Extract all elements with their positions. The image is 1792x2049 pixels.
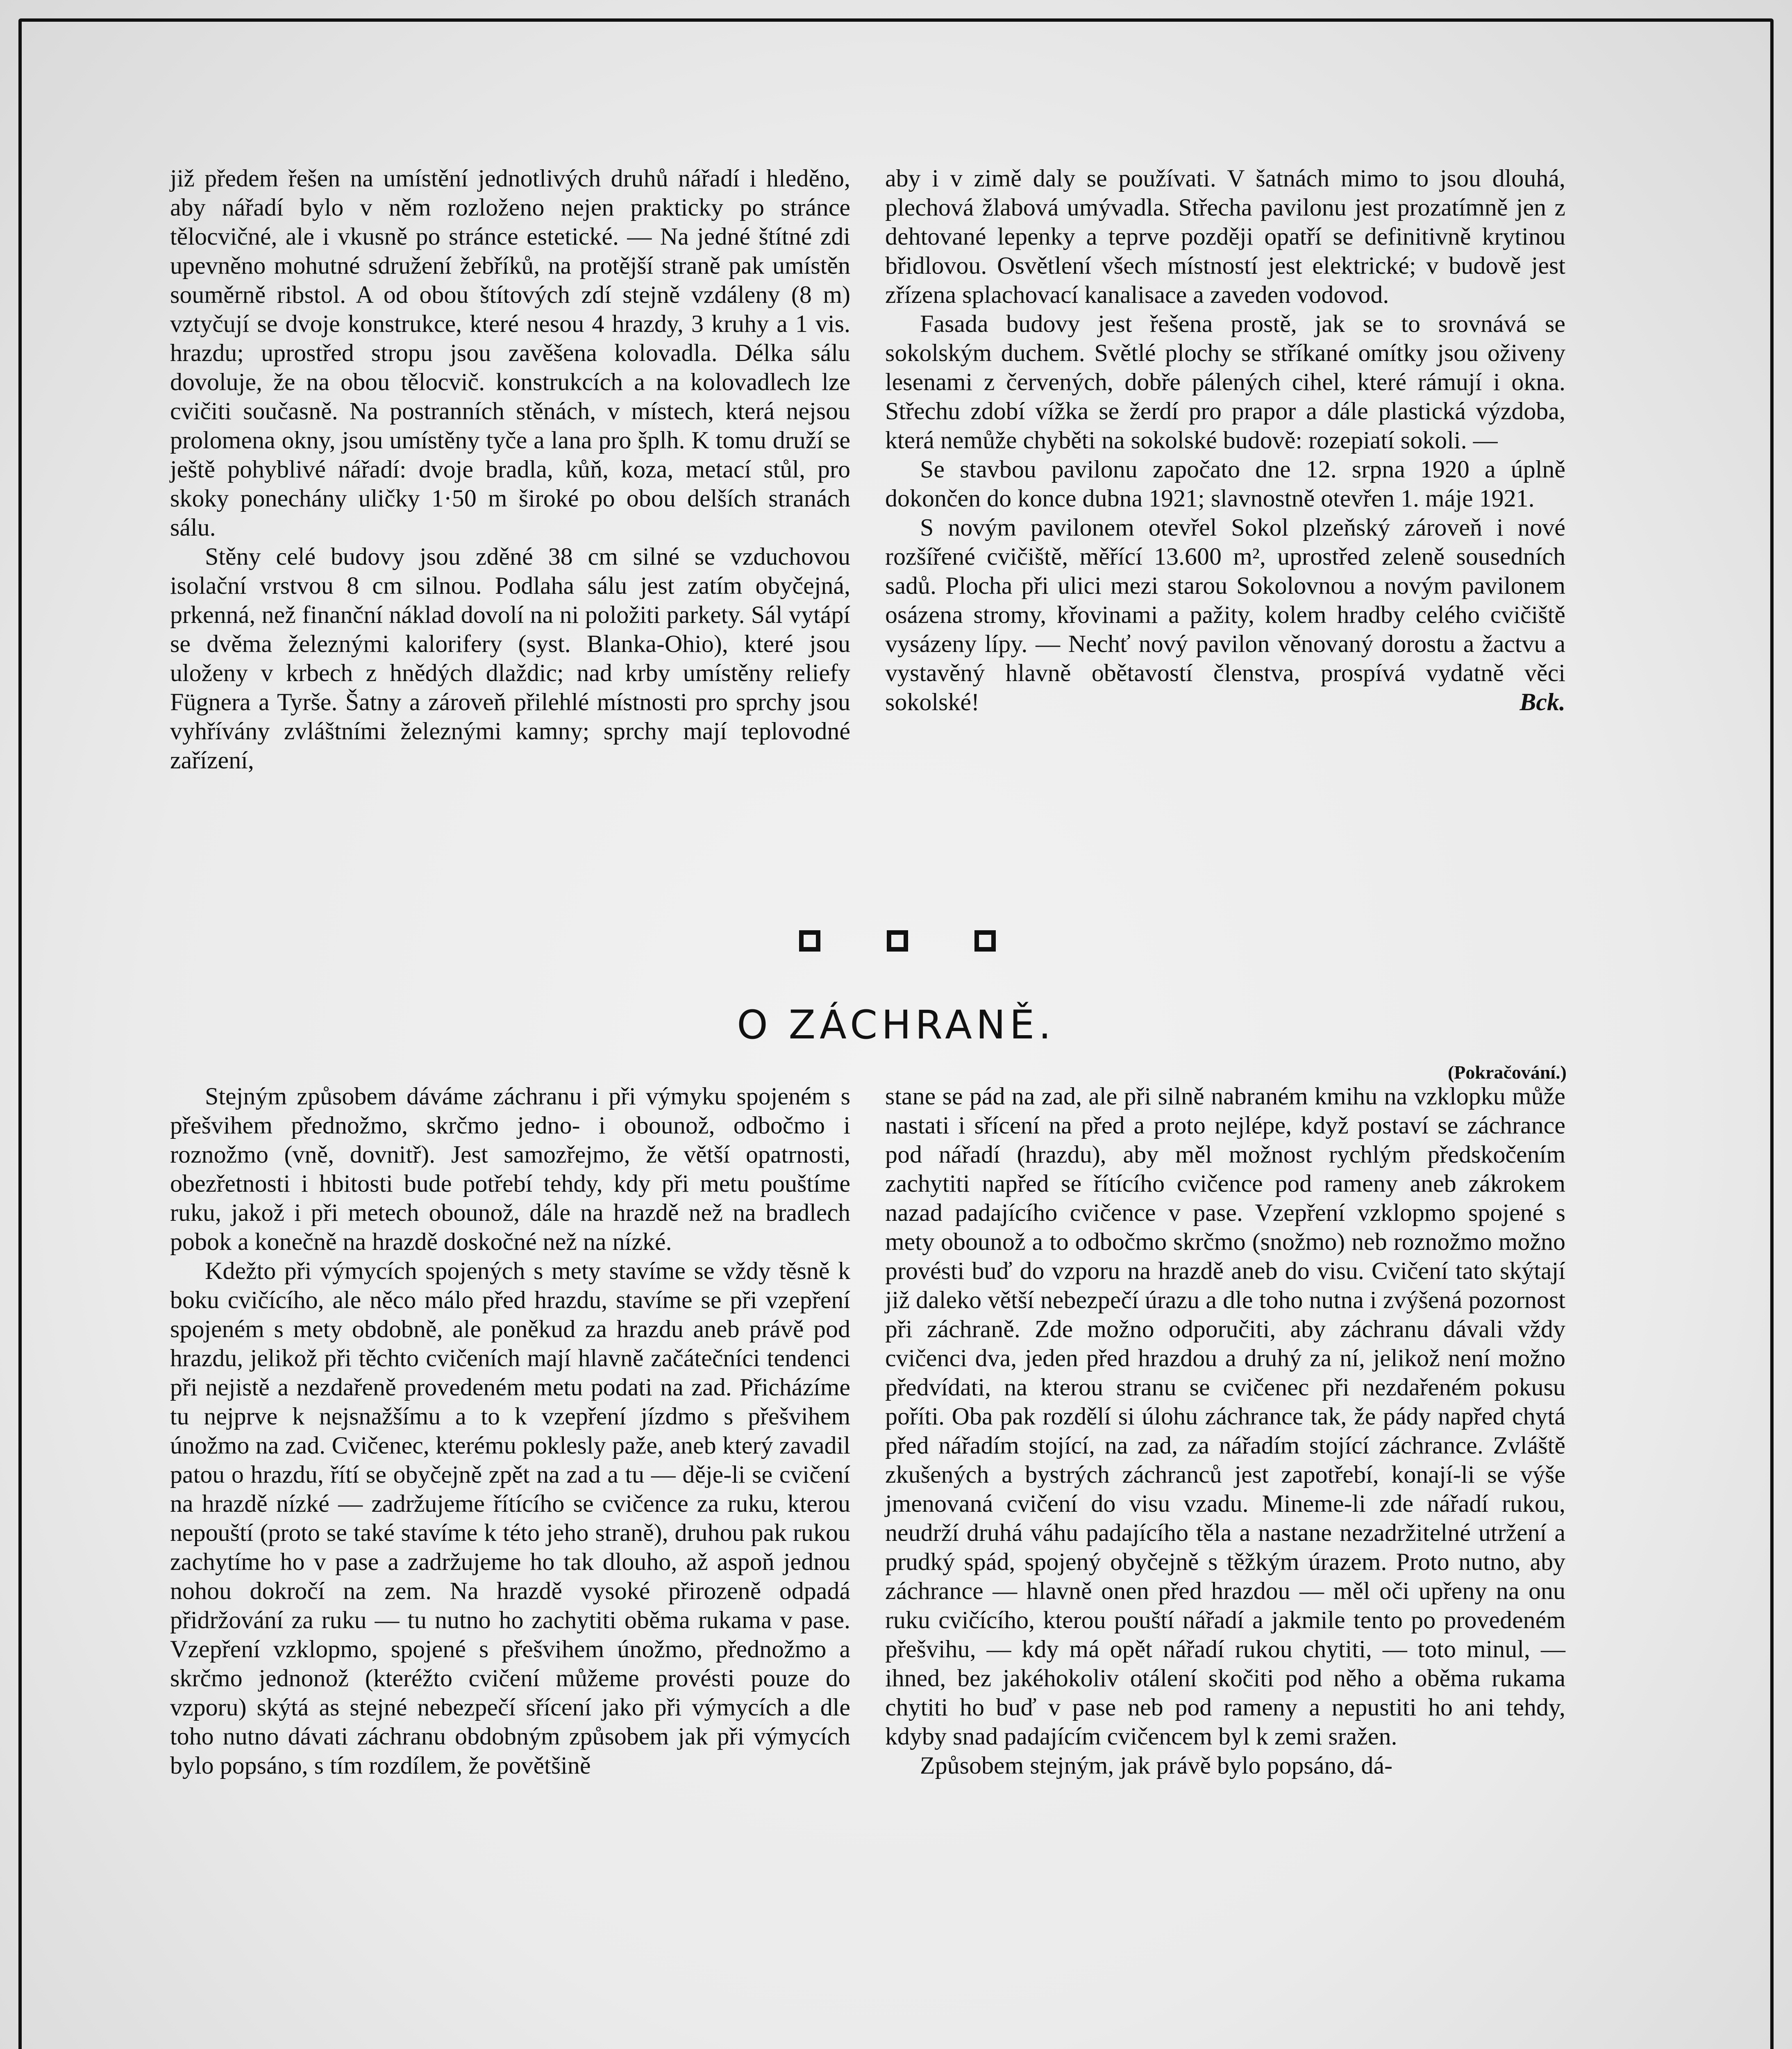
article-title: O ZÁCHRANĚ. bbox=[737, 1002, 1055, 1048]
paragraph: Se stavbou pavilonu započato dne 12. srpna 1920 a úplně dokončen do konce dubna 1921; slavnostně otevřen 1. máje 1921. bbox=[885, 456, 1565, 512]
continued-note: (Pokračování.) bbox=[1447, 1062, 1567, 1083]
paragraph: Stěny celé budovy jsou zděné 38 cm silné se vzduchovou isolační vrstvou 8 cm silnou. Podlaha sálu jest zatím obyčejná, prkenná, než finanční náklad dovolí na ni položiti parkety. Sál vytápí se dvěma železnými kalorifery (syst. Blanka-Ohio), které jsou uloženy v krbech z hnědých dlaždic; nad krby umístěny reliefy Fügnera a Tyrše. Šatny a zároveň přilehlé místnosti pro sprchy jsou vyhřívány zvláštními železnými kamny; sprchy mají teplovodné zařízení, bbox=[170, 543, 850, 774]
column-upper-left bbox=[170, 164, 850, 775]
column-lower-right bbox=[885, 1082, 1565, 1780]
section-divider bbox=[799, 930, 996, 952]
divider-square-icon bbox=[799, 930, 820, 952]
paragraph: stane se pád na zad, ale při silně nabraném kmihu na vzklopku může nastati i sřícení na před a proto nejlépe, když postaví se záchrance pod nářadí (hrazdu), aby měl možnost rychlým předskočením zachytiti napřed se řítícího cvičence pod rameny aneb zákrokem nazad padajícího cvičence v pase. Vzepření vzklopmo spojené s mety obounož a to odbočmo skrčmo (snožmo) neb roznožmo možno provésti buď do vzporu na hrazdě aneb do visu. Cvičení tato skýtají již daleko větší nebezpečí úrazu a dle toho nutna i zvýšená pozornost při záchraně. Zde možno odporučiti, aby záchranu dávali vždy cvičenci dva, jeden před hrazdou a druhý za ní, jelikož není možno předvídati, na kterou stranu se cvičenec při nezdařeném pokusu poříti. Oba pak rozdělí si úlohu záchrance tak, že pády napřed chytá před nářadím stojící, na zad, za nářadím stojící záchrance. Zvláště zkušených a bystrých záchranců jest zapotřebí, konají-li se výše jmenovaná cvičení do visu vzadu. Mineme-li zde nářadí rukou, neudrží druhá váhu padajícího těla a nastane nezadržitelné utržení a prudký spád, spojený obyčejně s těžkým úrazem. Proto nutno, aby záchrance — hlavně onen před hrazdou — měl oči upřeny na onu ruku cvičícího, kterou pouští nářadí a jakmile tento po provedeném přešvihu, — kdy má opět nářadí rukou chytiti, — toto minul, — ihned, bez jakéhokoliv otálení skočiti pod něho a oběma rukama chytiti ho buď v pase neb pod rameny a nepustiti ho ani tehdy, kdyby snad padajícím cvičencem byl k zemi sražen. bbox=[885, 1083, 1565, 1750]
paragraph: Kdežto při výmycích spojených s mety stavíme se vždy těsně k boku cvičícího, ale něco málo před hrazdu, stavíme se při vzepření spojeném s mety obdobně, ale poněkud za hrazdu aneb právě pod hrazdu, jelikož při těchto cvičeních mají hlavně začátečníci tendenci při nejistě a nezdařeně provedeném metu podati na zad. Přicházíme tu nejprve k nejsnažšímu a to k vzepření jízdmo s přešvihem únožmo na zad. Cvičenec, kterému poklesly paže, aneb který zavadil patou o hrazdu, řítí se obyčejně zpět na zad a tu — děje-li se cvičení na hrazdě nízké — zadržujeme řítícího se cvičence za ruku, kterou nepouští (proto se také stavíme k této jeho straně), druhou pak rukou zachytíme ho v pase a zadržujeme ho tak dlouho, až aspoň jednou nohou dokročí na zem. Na hrazdě vysoké přirozeně odpadá přidržování za ruku — tu nutno ho zachytiti oběma rukama v pase. Vzepření vzklopmo, spojené s přešvihem únožmo, přednožmo a skrčmo jednonož (kteréžto cvičení můžeme provésti pouze do vzporu) skýtá as stejné nebezpečí sřícení jako při výmycích a dle toho nutno dávati záchranu obdobným způsobem jak při výmycích bylo popsáno, s tím rozdílem, že povětšině bbox=[170, 1257, 850, 1779]
paragraph: aby i v zimě daly se používati. V šatnách mimo to jsou dlouhá, plechová žlabová umývadla. Střecha pavilonu jest prozatímně jen z dehtované lepenky a teprve později opatří se definitivně krytinou břidlovou. Osvětlení všech místností jest elektrické; v budově jest zřízena splachovací kanalisace a zaveden vodovod. bbox=[885, 165, 1565, 308]
divider-square-icon bbox=[887, 930, 908, 952]
paragraph: Fasada budovy jest řešena prostě, jak se to srovnává se sokolským duchem. Světlé plochy se stříkané omítky jsou oživeny lesenami z červených, dobře pálených cihel, které rámují i okna. Střechu zdobí vížka se žerdí pro prapor a dále plastická výzdoba, která nemůže chyběti na sokolské budově: rozepiatí sokoli. — bbox=[885, 310, 1565, 454]
paragraph: Stejným způsobem dáváme záchranu i při výmyku spojeném s přešvihem přednožmo, skrčmo jedno- i obounož, odbočmo i roznožmo (vně, dovnitř). Jest samozřejmo, že větší opatrnosti, obezřetnosti i hbitosti bude potřebí tehdy, kdy při metu pouštíme ruku, jakož i při metech obounož, dále na hrazdě než na bradlech pobok a konečně na hrazdě doskočné než na nízké. bbox=[170, 1083, 850, 1255]
column-upper-right bbox=[885, 164, 1565, 717]
author-signature: Bck. bbox=[1519, 688, 1565, 716]
divider-square-icon bbox=[974, 930, 996, 952]
paragraph: Způsobem stejným, jak právě bylo popsáno, dá- bbox=[920, 1752, 1393, 1779]
paragraph bbox=[885, 513, 1565, 717]
column-lower-left bbox=[170, 1082, 850, 1780]
paragraph: již předem řešen na umístění jednotlivých druhů nářadí i hleděno, aby nářadí bylo v něm rozloženo nejen prakticky po stránce tělocvičné, ale i vkusně po stránce estetické. — Na jedné štítné zdi upevněno mohutné sdružení žebříků, na protější straně pak umístěn souměrně ribstol. A od obou štítových zdí stejně vzdáleny (8 m) vztyčují se dvoje konstrukce, které nesou 4 hrazdy, 3 kruhy a 1 vis. hrazdu; uprostřed stropu jsou zavěšena kolovadla. Délka sálu dovoluje, že na obou tělocvič. konstrukcích a na kolovadlech lze cvičiti současně. Na postranních stěnách, v místech, která nejsou prolomena okny, jsou umístěny tyče a lana pro šplh. K tomu druží se ještě pohyblivé nářadí: dvoje bradla, kůň, koza, metací stůl, pro skoky ponechány uličky 1·50 m široké po obou delších stranách sálu. bbox=[170, 165, 850, 541]
paragraph-text: S novým pavilonem otevřel Sokol plzeňský zároveň i nové rozšířené cvičiště, měřící 13.600 m², uprostřed zeleně sousedních sadů. Plocha při ulici mezi starou Sokolovnou a novým pavilonem osázena stromy, křovinami a pažity, kolem hradby celého cvičiště vysázeny lípy. — Nechť nový pavilon věnovaný dorostu a žactvu a vystavěný hlavně obětavostí členstva, prospívá vydatně věci sokolské! bbox=[885, 514, 1565, 716]
